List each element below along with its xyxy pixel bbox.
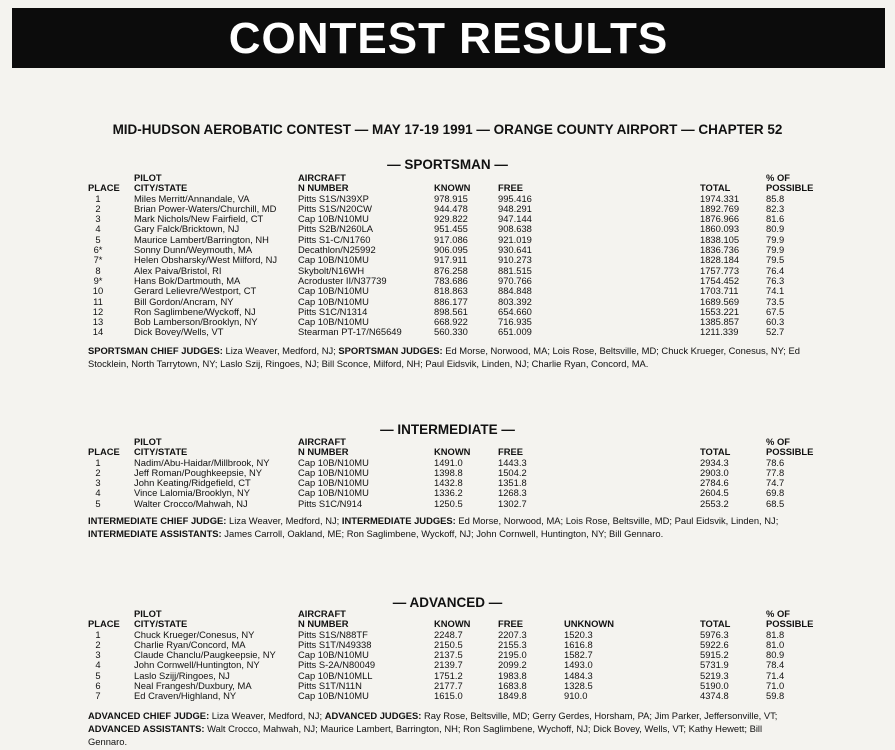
known-cell: 876.258 xyxy=(434,264,468,276)
place-header: PLACE xyxy=(88,618,120,630)
free-cell: 716.935 xyxy=(498,316,532,328)
intermediate-section-title: — INTERMEDIATE — xyxy=(380,422,515,437)
known-header: KNOWN xyxy=(434,182,471,194)
aircraft-cell: Cap 10B/N10MU xyxy=(298,477,369,489)
known-cell: 1336.2 xyxy=(434,487,463,499)
aircraft-cell: Cap 10B/N10MU xyxy=(298,316,369,328)
aircraft-header: AIRCRAFT xyxy=(298,436,346,447)
pct-header: % OF xyxy=(766,172,790,183)
aircraft-cell: Cap 10B/N10MU xyxy=(298,690,369,702)
known-cell: 668.922 xyxy=(434,316,468,328)
pilot-cell: Ed Craven/Highland, NY xyxy=(134,690,237,702)
pilot-cell: Hans Bok/Dartmouth, MA xyxy=(134,274,241,286)
pct-cell: 78.6 xyxy=(766,456,785,468)
sportsman-judges xyxy=(88,345,800,371)
unknown-cell: 1328.5 xyxy=(564,680,593,692)
judges-text: Ed Morse, Norwood, MA; Lois Rose, Beltsville, MD; Chuck Krueger, Conesus, NY; Ed Stocklein, North Tarrytown, NY; Laslo Szij, Ringoes, NJ; Bill Sconce, Milford, NH; Paul Eidsvik, Linden, NJ; Charlie Ryan, Concord, MA. xyxy=(88,345,800,369)
place-cell: 5 xyxy=(95,233,101,245)
total-cell: 2903.0 xyxy=(700,466,729,478)
table-header xyxy=(88,437,828,458)
place-cell: 3 xyxy=(95,649,101,661)
free-cell: 651.009 xyxy=(498,326,532,338)
place-cell: 8 xyxy=(95,264,101,276)
pct-cell: 81.6 xyxy=(766,213,785,225)
pilot-header: PILOT xyxy=(134,436,162,447)
place-cell: 7* xyxy=(93,254,103,266)
pct-cell: 69.8 xyxy=(766,487,785,499)
free-cell: 1849.8 xyxy=(498,690,527,702)
aircraft-cell: Pitts S1T/N49338 xyxy=(298,638,372,650)
known-cell: 886.177 xyxy=(434,295,468,307)
aircraft-cell: Decathlon/N25992 xyxy=(298,244,376,256)
total-cell: 1876.966 xyxy=(700,213,740,225)
pilot-cell: Dick Bovey/Wells, VT xyxy=(134,326,224,338)
aircraft-cell: Cap 10B/N10MU xyxy=(298,466,369,478)
aircraft-cell: Cap 10B/N10MU xyxy=(298,487,369,499)
total-cell: 1754.452 xyxy=(700,274,740,286)
total-cell: 1757.773 xyxy=(700,264,740,276)
table-header xyxy=(88,173,828,194)
pilot-cell: Chuck Krueger/Conesus, NY xyxy=(134,628,255,640)
known-cell: 1250.5 xyxy=(434,497,463,509)
place-cell: 1 xyxy=(95,628,101,640)
pilot-cell: John Keating/Ridgefield, CT xyxy=(134,477,251,489)
aircraft-cell: Pitts S1T/N11N xyxy=(298,680,362,692)
aircraft-cell: Stearman PT-17/N65649 xyxy=(298,326,402,338)
unknown-cell: 1520.3 xyxy=(564,628,593,640)
place-cell: 6* xyxy=(93,244,103,256)
advanced-section-title: — ADVANCED — xyxy=(392,595,503,610)
contest-results-banner: CONTEST RESULTS xyxy=(12,8,885,68)
table-row xyxy=(88,499,828,509)
pct-cell: 76.4 xyxy=(766,264,785,276)
total-cell: 2784.6 xyxy=(700,477,729,489)
pct-cell: 76.3 xyxy=(766,274,785,286)
total-cell: 5731.9 xyxy=(700,659,729,671)
known-header: KNOWN xyxy=(434,618,471,630)
place-cell: 2 xyxy=(95,638,101,650)
place-cell: 2 xyxy=(95,202,101,214)
free-cell: 1443.3 xyxy=(498,456,527,468)
pilot-cell: Bob Lamberson/Brooklyn, NY xyxy=(134,316,258,328)
pilot-cell: Walter Crocco/Mahwah, NJ xyxy=(134,497,248,509)
pct-cell: 74.1 xyxy=(766,285,785,297)
total-cell: 4374.8 xyxy=(700,690,729,702)
aircraft-header: AIRCRAFT xyxy=(298,608,346,619)
total-cell: 5976.3 xyxy=(700,628,729,640)
free-cell: 2155.3 xyxy=(498,638,527,650)
place-cell: 2 xyxy=(95,466,101,478)
aircraft-cell: Skybolt/N16WH xyxy=(298,264,365,276)
free-cell: 948.291 xyxy=(498,202,532,214)
place-cell: 1 xyxy=(95,456,101,468)
pct-cell: 79.5 xyxy=(766,254,785,266)
pct-cell: 80.9 xyxy=(766,649,785,661)
free-cell: 947.144 xyxy=(498,213,532,225)
pct-cell: 71.0 xyxy=(766,680,785,692)
pilot-cell: Charlie Ryan/Concord, MA xyxy=(134,638,246,650)
known-cell: 1398.8 xyxy=(434,466,463,478)
unknown-header: UNKNOWN xyxy=(564,618,614,630)
place-cell: 12 xyxy=(92,305,104,317)
pct-cell: 74.7 xyxy=(766,477,785,489)
total-cell: 1211.339 xyxy=(700,326,739,338)
aircraft-cell: Cap 10B/N10MLL xyxy=(298,669,373,681)
total-cell: 1828.184 xyxy=(700,254,740,266)
known-cell: 2248.7 xyxy=(434,628,463,640)
intermediate-rows xyxy=(88,458,828,509)
known-cell: 783.686 xyxy=(434,274,468,286)
total-header: TOTAL xyxy=(700,446,731,458)
known-cell: 1751.2 xyxy=(434,669,463,681)
aircraft-cell: Pitts S-2A/N80049 xyxy=(298,659,376,671)
aircraft-cell: Pitts S1S/N20CW xyxy=(298,202,372,214)
free-cell: 2195.0 xyxy=(498,649,527,661)
pct-cell: 60.3 xyxy=(766,316,785,328)
total-cell: 5915.2 xyxy=(700,649,729,661)
unknown-cell: 1582.7 xyxy=(564,649,593,661)
judges-label: ADVANCED JUDGES: xyxy=(324,710,422,721)
aircraft-cell: Pitts S1S/N39XP xyxy=(298,192,369,204)
pilot-cell: Vince Lalomia/Brooklyn, NY xyxy=(134,487,251,499)
known-cell: 929.822 xyxy=(434,213,468,225)
pilot-cell: Ron Saglimbene/Wyckoff, NJ xyxy=(134,305,256,317)
unknown-cell: 910.0 xyxy=(564,690,588,702)
pct-cell: 71.4 xyxy=(766,669,785,681)
place-cell: 9* xyxy=(93,274,103,286)
known-cell: 917.086 xyxy=(434,233,468,245)
pct-cell: 82.3 xyxy=(766,202,785,214)
aircraft-header: AIRCRAFT xyxy=(298,172,346,183)
table-row xyxy=(88,691,828,701)
possible-header: POSSIBLE xyxy=(766,446,814,458)
aircraft-cell: Cap 10B/N10MU xyxy=(298,254,369,266)
judges-label: ADVANCED ASSISTANTS: xyxy=(88,722,205,734)
total-cell: 1974.331 xyxy=(700,192,740,204)
known-cell: 1615.0 xyxy=(434,690,463,702)
known-cell: 1491.0 xyxy=(434,456,463,468)
pct-cell: 73.5 xyxy=(766,295,785,307)
advanced-judges xyxy=(88,710,800,748)
total-cell: 2553.2 xyxy=(700,497,729,509)
place-cell: 14 xyxy=(92,326,104,338)
possible-header: POSSIBLE xyxy=(766,618,814,630)
aircraft-cell: Pitts S1C/N914 xyxy=(298,497,363,509)
free-cell: 1504.2 xyxy=(498,466,527,478)
pilot-cell: Alex Paiva/Bristol, RI xyxy=(134,264,222,276)
pct-cell: 79.9 xyxy=(766,244,785,256)
free-cell: 1351.8 xyxy=(498,477,527,489)
known-cell: 2139.7 xyxy=(434,659,463,671)
known-cell: 560.330 xyxy=(434,326,468,338)
place-header: PLACE xyxy=(88,446,120,458)
n-number-header: N NUMBER xyxy=(298,446,349,458)
free-cell: 921.019 xyxy=(498,233,532,245)
pct-cell: 78.4 xyxy=(766,659,785,671)
place-cell: 11 xyxy=(93,295,103,307)
known-cell: 917.911 xyxy=(434,254,468,266)
pilot-cell: Nadim/Abu-Haidar/Millbrook, NY xyxy=(134,456,270,468)
pilot-cell: Miles Merritt/Annandale, VA xyxy=(134,192,250,204)
n-number-header: N NUMBER xyxy=(298,618,349,630)
aircraft-cell: Pitts S1C/N1314 xyxy=(298,305,368,317)
aircraft-cell: Cap 10B/N10MU xyxy=(298,285,369,297)
judges-text: Liza Weaver, Medford, NJ; xyxy=(226,515,342,526)
free-cell: 970.766 xyxy=(498,274,532,286)
free-cell: 881.515 xyxy=(498,264,532,276)
free-cell: 908.638 xyxy=(498,223,532,235)
table-row xyxy=(88,327,828,337)
judges-text: Liza Weaver, Medford, NJ; xyxy=(209,710,325,721)
pilot-cell: John Cornwell/Huntington, NY xyxy=(134,659,260,671)
pilot-cell: Bill Gordon/Ancram, NY xyxy=(134,295,234,307)
free-cell: 803.392 xyxy=(498,295,532,307)
aircraft-cell: Pitts S1-C/N1760 xyxy=(298,233,371,245)
place-cell: 3 xyxy=(95,477,101,489)
free-cell: 930.641 xyxy=(498,244,532,256)
aircraft-cell: Pitts S1S/N88TF xyxy=(298,628,368,640)
pct-cell: 85.8 xyxy=(766,192,785,204)
total-cell: 1553.221 xyxy=(700,305,740,317)
pilot-cell: Maurice Lambert/Barrington, NH xyxy=(134,233,269,245)
total-cell: 1689.569 xyxy=(700,295,740,307)
possible-header: POSSIBLE xyxy=(766,182,814,194)
place-cell: 13 xyxy=(92,316,104,328)
known-cell: 818.863 xyxy=(434,285,468,297)
free-header: FREE xyxy=(498,446,524,458)
total-cell: 5190.0 xyxy=(700,680,729,692)
judges-label: INTERMEDIATE CHIEF JUDGE: xyxy=(88,515,227,526)
sportsman-rows xyxy=(88,194,828,338)
place-cell: 5 xyxy=(95,669,101,681)
free-cell: 2099.2 xyxy=(498,659,527,671)
judges-text: James Carroll, Oakland, ME; Ron Saglimbene, Wyckoff, NJ; John Cornwell, Huntington, NY; Bill Gennaro. xyxy=(221,527,664,539)
city-state-header: CITY/STATE xyxy=(134,182,188,194)
aircraft-cell: Cap 10B/N10MU xyxy=(298,213,369,225)
place-cell: 3 xyxy=(95,213,101,225)
free-cell: 2207.3 xyxy=(498,628,527,640)
pilot-cell: Mark Nichols/New Fairfield, CT xyxy=(134,213,264,225)
total-cell: 1836.736 xyxy=(700,244,740,256)
total-cell: 5219.3 xyxy=(700,669,729,681)
aircraft-cell: Cap 10B/N10MU xyxy=(298,456,369,468)
pilot-cell: Claude Chanclu/Paugkeepsie, NY xyxy=(134,649,276,661)
pct-cell: 77.8 xyxy=(766,466,785,478)
judges-text: Walt Crocco, Mahwah, NJ; Maurice Lambert, Barrington, NH; Ron Saglimbene, Wychoff, NJ; Dick Bovey, Wells, VT; Kathy Hewett; Bill Gennaro. xyxy=(88,722,763,747)
known-cell: 906.095 xyxy=(434,244,468,256)
total-header: TOTAL xyxy=(700,618,731,630)
place-cell: 7 xyxy=(95,690,101,702)
pilot-cell: Gary Falck/Bricktown, NJ xyxy=(134,223,240,235)
pilot-header: PILOT xyxy=(134,172,162,183)
total-cell: 1385.857 xyxy=(700,316,740,328)
judges-label: ADVANCED CHIEF JUDGE: xyxy=(88,710,210,721)
pct-cell: 81.0 xyxy=(766,638,785,650)
aircraft-cell: Cap 10B/N10MU xyxy=(298,649,369,661)
pct-cell: 67.5 xyxy=(766,305,785,317)
pilot-cell: Neal Frangesh/Duxbury, MA xyxy=(134,680,252,692)
judges-text: Ed Morse, Norwood, MA; Lois Rose, Beltsville, MD; Paul Eidsvik, Linden, NJ; xyxy=(455,515,779,526)
pct-cell: 81.8 xyxy=(766,628,785,640)
aircraft-cell: Acroduster II/N37739 xyxy=(298,274,387,286)
free-cell: 1302.7 xyxy=(498,497,527,509)
pilot-cell: Sonny Dunn/Weymouth, MA xyxy=(134,244,253,256)
sportsman-table xyxy=(88,173,828,338)
pct-header: % OF xyxy=(766,436,790,447)
place-cell: 5 xyxy=(95,497,101,509)
pct-cell: 68.5 xyxy=(766,497,785,509)
known-cell: 2150.5 xyxy=(434,638,463,650)
unknown-cell: 1616.8 xyxy=(564,638,593,650)
known-cell: 944.478 xyxy=(434,202,468,214)
total-cell: 1892.769 xyxy=(700,202,740,214)
known-cell: 978.915 xyxy=(434,192,468,204)
known-cell: 951.455 xyxy=(434,223,468,235)
free-cell: 884.848 xyxy=(498,285,532,297)
place-cell: 4 xyxy=(95,487,101,499)
pilot-cell: Gerard Lelievre/Westport, CT xyxy=(134,285,257,297)
judges-text: Ray Rose, Beltsville, MD; Gerry Gerdes, Horsham, PA; Jim Parker, Jeffersonville, VT; xyxy=(421,710,778,721)
place-cell: 4 xyxy=(95,223,101,235)
total-header: TOTAL xyxy=(700,182,731,194)
judges-label: SPORTSMAN CHIEF JUDGES: xyxy=(88,345,223,356)
advanced-table xyxy=(88,609,828,702)
intermediate-table xyxy=(88,437,828,509)
pilot-cell: Helen Obsharsky/West Milford, NJ xyxy=(134,254,278,266)
total-cell: 5922.6 xyxy=(700,638,729,650)
city-state-header: CITY/STATE xyxy=(134,618,188,630)
known-cell: 2137.5 xyxy=(434,649,463,661)
pct-cell: 79.9 xyxy=(766,233,785,245)
place-cell: 4 xyxy=(95,659,101,671)
free-header: FREE xyxy=(498,618,524,630)
pct-header: % OF xyxy=(766,608,790,619)
free-cell: 995.416 xyxy=(498,192,532,204)
free-header: FREE xyxy=(498,182,524,194)
advanced-rows xyxy=(88,630,828,702)
pct-cell: 59.8 xyxy=(766,690,785,702)
known-cell: 1432.8 xyxy=(434,477,463,489)
aircraft-cell: Cap 10B/N10MU xyxy=(298,295,369,307)
table-header xyxy=(88,609,828,630)
known-cell: 2177.7 xyxy=(434,680,463,692)
known-header: KNOWN xyxy=(434,446,471,458)
free-cell: 1983.8 xyxy=(498,669,527,681)
place-cell: 1 xyxy=(95,192,101,204)
place-cell: 6 xyxy=(95,680,101,692)
total-cell: 2604.5 xyxy=(700,487,729,499)
free-cell: 1268.3 xyxy=(498,487,527,499)
pilot-cell: Laslo Szijj/Ringoes, NJ xyxy=(134,669,230,681)
place-header: PLACE xyxy=(88,182,120,194)
free-cell: 654.660 xyxy=(498,305,532,317)
free-cell: 1683.8 xyxy=(498,680,527,692)
sportsman-section-title: — SPORTSMAN — xyxy=(387,157,508,172)
judges-text: Liza Weaver, Medford, NJ; xyxy=(222,345,339,356)
judges-label: SPORTSMAN JUDGES: xyxy=(338,345,443,356)
judges-label: INTERMEDIATE ASSISTANTS: xyxy=(88,527,222,539)
pilot-header: PILOT xyxy=(134,608,162,619)
place-cell: 10 xyxy=(92,285,104,297)
total-cell: 1703.711 xyxy=(700,285,739,297)
aircraft-cell: Pitts S2B/N260LA xyxy=(298,223,374,235)
pilot-cell: Jeff Roman/Poughkeepsie, NY xyxy=(134,466,263,478)
judges-label: INTERMEDIATE JUDGES: xyxy=(341,515,456,526)
n-number-header: N NUMBER xyxy=(298,182,349,194)
city-state-header: CITY/STATE xyxy=(134,446,188,458)
pilot-cell: Brian Power-Waters/Churchill, MD xyxy=(134,202,277,214)
intermediate-judges xyxy=(88,515,800,541)
pct-cell: 52.7 xyxy=(766,326,785,338)
unknown-cell: 1484.3 xyxy=(564,669,593,681)
contest-title: MID-HUDSON AEROBATIC CONTEST — MAY 17-19 1991 — ORANGE COUNTY AIRPORT — CHAPTER 52 xyxy=(112,122,783,137)
free-cell: 910.273 xyxy=(498,254,532,266)
pct-cell: 80.9 xyxy=(766,223,785,235)
unknown-cell: 1493.0 xyxy=(564,659,593,671)
known-cell: 898.561 xyxy=(434,305,468,317)
total-cell: 1860.093 xyxy=(700,223,740,235)
total-cell: 2934.3 xyxy=(700,456,729,468)
total-cell: 1838.105 xyxy=(700,233,740,245)
